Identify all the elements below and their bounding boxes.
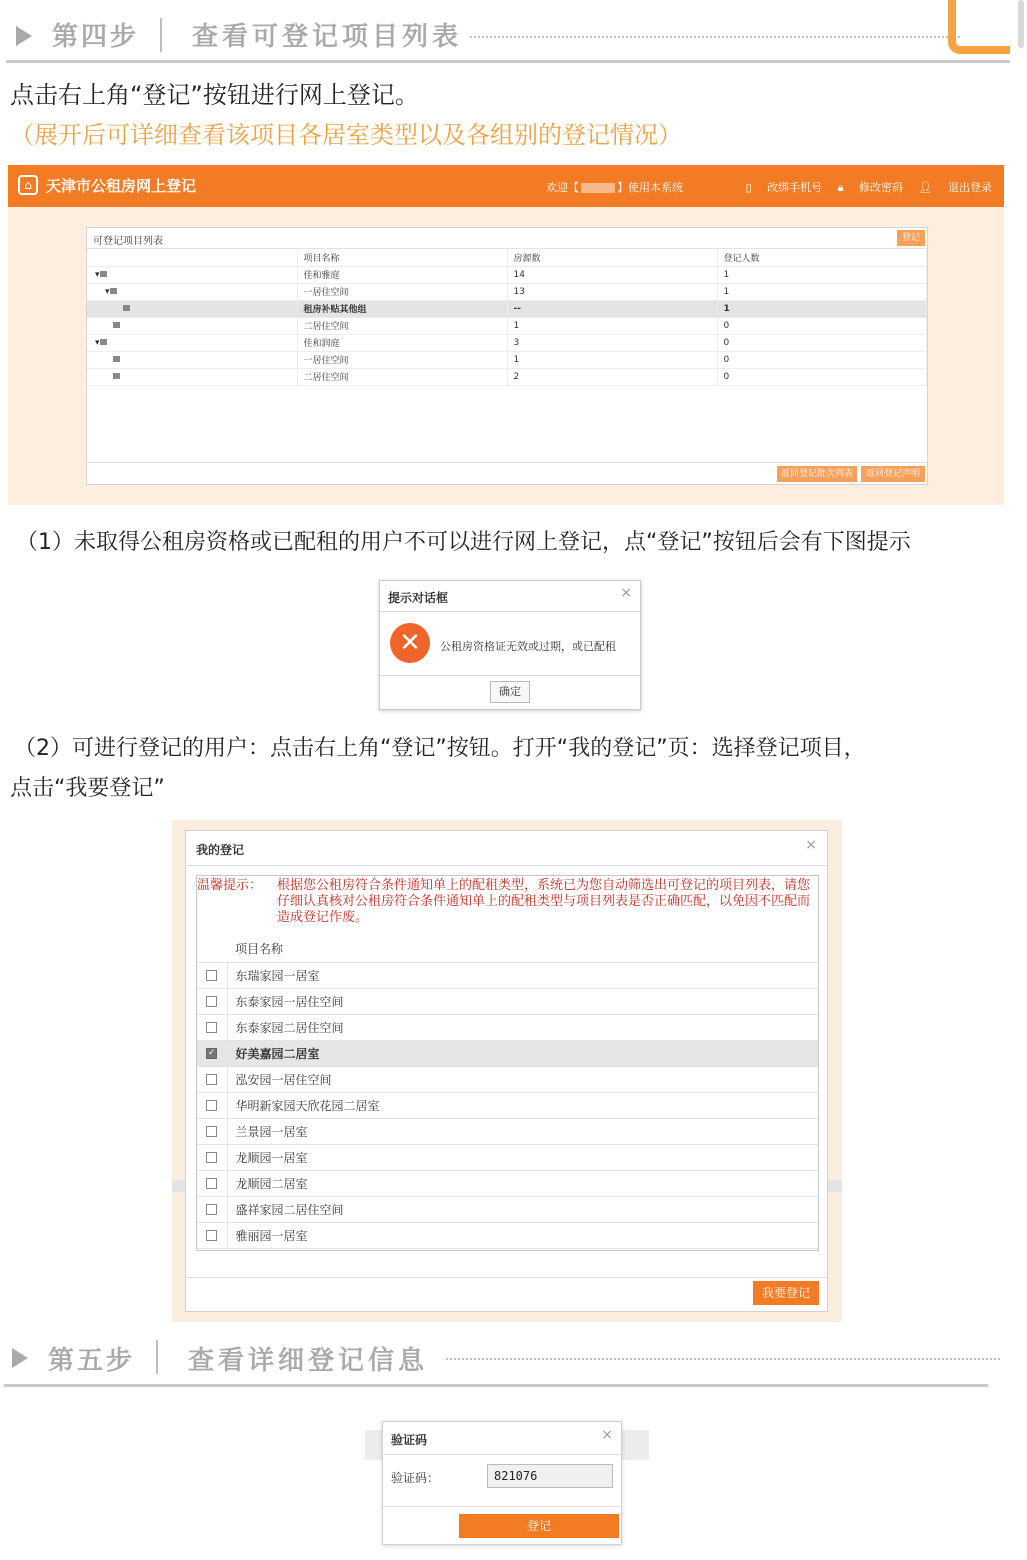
logout-link[interactable]: 👤︎ 退出登录 bbox=[918, 181, 992, 194]
project-name: 兰景园一居室 bbox=[227, 1118, 818, 1144]
dialog-divider bbox=[380, 611, 640, 612]
close-icon[interactable]: × bbox=[601, 1427, 613, 1443]
dialog-divider bbox=[383, 1454, 621, 1455]
captcha-dialog bbox=[382, 1421, 622, 1545]
panel-title: 可登记项目列表 bbox=[93, 236, 163, 247]
back-to-declaration-button[interactable]: 返回登记声明 bbox=[861, 466, 925, 482]
dialog-divider bbox=[186, 865, 827, 866]
table-row[interactable] bbox=[87, 317, 927, 334]
step4-header bbox=[0, 0, 1010, 62]
row-name: 佳和雅庭 bbox=[297, 266, 507, 283]
list-item[interactable] bbox=[197, 1092, 818, 1118]
table-row[interactable] bbox=[87, 300, 927, 317]
checkbox-checked[interactable]: ✓ bbox=[207, 1048, 216, 1058]
top-links bbox=[734, 179, 992, 195]
project-name: 华明新家园天欣花园二居室 bbox=[227, 1092, 818, 1118]
step5-number: 第五步 bbox=[48, 1346, 136, 1376]
project-select-list bbox=[197, 936, 818, 1249]
warm-tip-text: 根据您公租房符合条件通知单上的配租类型，系统已为您自动筛选出可登记的项目列表，请您仔细认真核对公租房符合条件通知单上的配租类型与项目列表是否正确匹配，以免因不匹配而造成登记作废。 bbox=[277, 878, 811, 925]
project-name: 东泰家园二居住空间 bbox=[227, 1014, 818, 1040]
list-item[interactable] bbox=[197, 1040, 818, 1066]
table-row[interactable] bbox=[87, 266, 927, 283]
note1-text: （1）未取得公租房资格或已配租的用户不可以进行网上登记，点“登记”按钮后会有下图提示 bbox=[16, 530, 911, 555]
checkbox[interactable] bbox=[206, 970, 217, 981]
row-houses: 13 bbox=[507, 283, 717, 300]
home-logo-icon: ⌂ bbox=[18, 175, 38, 195]
project-name: 好美嘉园二居室 bbox=[227, 1040, 818, 1066]
row-name: 一居住空间 bbox=[297, 283, 507, 300]
row-registered: 0 bbox=[717, 317, 927, 334]
change-phone-link[interactable]: ▯ 改绑手机号 bbox=[745, 181, 823, 194]
project-name: 龙顺园一居室 bbox=[227, 1144, 818, 1170]
list-item[interactable] bbox=[197, 1118, 818, 1144]
checkbox[interactable] bbox=[206, 1126, 217, 1137]
captcha-label: 验证码： bbox=[391, 1471, 440, 1485]
my-registration-title: 我的登记 bbox=[196, 843, 245, 857]
i-want-to-register-button[interactable]: 我要登记 bbox=[753, 1281, 819, 1305]
list-item[interactable] bbox=[197, 1196, 818, 1222]
checkbox-header bbox=[197, 936, 227, 962]
captcha-register-button[interactable]: 登记 bbox=[459, 1514, 619, 1538]
project-list-panel bbox=[86, 227, 928, 485]
close-icon[interactable]: × bbox=[620, 585, 632, 601]
site-topbar bbox=[8, 165, 1004, 207]
error-dialog-title: 提示对话框 bbox=[388, 591, 449, 605]
change-password-link[interactable]: 🔒︎ 修改密码 bbox=[837, 181, 904, 194]
panel-footer bbox=[87, 462, 927, 484]
row-registered: 1 bbox=[717, 300, 927, 317]
welcome-text: 欢迎【 】使用本系统 bbox=[546, 181, 683, 194]
note2-line2: 点击“我要登记” bbox=[10, 776, 165, 801]
project-list-screenshot bbox=[8, 165, 1004, 505]
captcha-dialog-title: 验证码 bbox=[391, 1433, 428, 1447]
folder-icon bbox=[100, 271, 107, 277]
row-registered: 0 bbox=[717, 368, 927, 385]
row-registered: 0 bbox=[717, 351, 927, 368]
checkbox[interactable] bbox=[206, 1100, 217, 1111]
header-separator bbox=[156, 1340, 158, 1374]
dialog-divider bbox=[380, 675, 640, 676]
corner-decoration bbox=[948, 0, 1010, 54]
table-row[interactable] bbox=[87, 334, 927, 351]
row-name: 佳和润庭 bbox=[297, 334, 507, 351]
column-header-project: 项目名称 bbox=[227, 936, 818, 962]
project-name: 雅丽园一居室 bbox=[227, 1222, 818, 1248]
step4-title: 查看可登记项目列表 bbox=[192, 22, 463, 52]
list-item[interactable] bbox=[197, 1170, 818, 1196]
folder-icon bbox=[100, 339, 107, 345]
tree-toggle[interactable]: ▾ bbox=[87, 334, 297, 351]
file-icon bbox=[113, 322, 120, 328]
row-houses: 3 bbox=[507, 334, 717, 351]
file-icon bbox=[123, 305, 130, 311]
project-select-box bbox=[196, 875, 819, 1251]
checkbox[interactable] bbox=[206, 1022, 217, 1033]
intro-line2: （展开后可详细查看该项目各居室类型以及各组别的登记情况） bbox=[10, 121, 682, 149]
tree-leaf bbox=[87, 317, 297, 334]
list-item[interactable] bbox=[197, 1066, 818, 1092]
row-name: 租房补贴其他组 bbox=[297, 300, 507, 317]
project-grid bbox=[87, 249, 927, 386]
intro-line1: 点击右上角“登记”按钮进行网上登记。 bbox=[10, 81, 419, 109]
table-row[interactable] bbox=[87, 368, 927, 385]
row-name: 二居住空间 bbox=[297, 317, 507, 334]
site-title: 天津市公租房网上登记 bbox=[46, 177, 197, 195]
checkbox[interactable] bbox=[206, 1230, 217, 1241]
row-registered: 1 bbox=[717, 283, 927, 300]
header-separator bbox=[160, 18, 162, 52]
checkbox[interactable] bbox=[206, 1152, 217, 1163]
step5-header bbox=[0, 1326, 1010, 1388]
row-registered: 1 bbox=[717, 266, 927, 283]
checkbox[interactable] bbox=[206, 1204, 217, 1215]
corner-decoration-bar bbox=[1018, 0, 1024, 48]
checkbox[interactable] bbox=[206, 1178, 217, 1189]
row-houses: 2 bbox=[507, 368, 717, 385]
checkbox[interactable] bbox=[206, 996, 217, 1007]
table-row[interactable] bbox=[87, 351, 927, 368]
row-houses: 14 bbox=[507, 266, 717, 283]
column-header-name: 项目名称 bbox=[297, 249, 507, 266]
close-icon[interactable]: × bbox=[805, 837, 817, 853]
folder-icon bbox=[110, 288, 117, 294]
row-houses: 1 bbox=[507, 317, 717, 334]
list-item[interactable] bbox=[197, 988, 818, 1014]
list-item[interactable] bbox=[197, 1222, 818, 1248]
list-item[interactable] bbox=[197, 1144, 818, 1170]
project-name: 东瑞家园一居室 bbox=[227, 962, 818, 988]
error-x-icon: ✕ bbox=[390, 623, 430, 663]
project-name: 东泰家园一居住空间 bbox=[227, 988, 818, 1014]
tree-leaf bbox=[87, 300, 297, 317]
checkbox[interactable] bbox=[206, 1074, 217, 1085]
header-underline bbox=[6, 60, 1010, 63]
dialog-divider bbox=[186, 1277, 827, 1278]
column-header-registered: 登记人数 bbox=[717, 249, 927, 266]
error-message: 公租房资格证无效或过期，或已配租 bbox=[440, 640, 616, 653]
header-dotted-line bbox=[470, 36, 960, 38]
header-dotted-line bbox=[446, 1358, 1000, 1360]
step5-title: 查看详细登记信息 bbox=[188, 1346, 429, 1376]
list-item[interactable] bbox=[197, 1014, 818, 1040]
row-name: 一居住空间 bbox=[297, 351, 507, 368]
file-icon bbox=[113, 356, 120, 362]
error-dialog bbox=[379, 580, 641, 710]
tree-leaf bbox=[87, 351, 297, 368]
play-triangle-icon bbox=[12, 1348, 28, 1368]
project-name: 龙顺园二居室 bbox=[227, 1170, 818, 1196]
grid-header-row bbox=[87, 249, 927, 266]
step4-number: 第四步 bbox=[52, 22, 140, 52]
column-header-houses: 房源数 bbox=[507, 249, 717, 266]
file-icon bbox=[113, 373, 120, 379]
row-registered: 0 bbox=[717, 334, 927, 351]
dialog-divider bbox=[383, 1506, 621, 1507]
tree-toggle[interactable]: ▾ bbox=[87, 283, 297, 300]
register-button[interactable]: 登记 bbox=[897, 230, 925, 246]
tree-column-header bbox=[87, 249, 297, 266]
project-name: 盛祥家园二居住空间 bbox=[227, 1196, 818, 1222]
table-row[interactable] bbox=[87, 283, 927, 300]
tree-toggle[interactable]: ▾ bbox=[87, 266, 297, 283]
header-underline bbox=[4, 1384, 988, 1387]
project-name: 泓安园一居住空间 bbox=[227, 1066, 818, 1092]
row-houses: 1 bbox=[507, 351, 717, 368]
masked-username bbox=[581, 183, 615, 193]
warm-tip-label: 温馨提示： bbox=[197, 878, 263, 893]
row-name: 二居住空间 bbox=[297, 368, 507, 385]
captcha-input[interactable]: 821076 bbox=[487, 1464, 613, 1488]
list-item[interactable] bbox=[197, 962, 818, 988]
tree-leaf bbox=[87, 368, 297, 385]
note2-line1: （2）可进行登记的用户：点击右上角“登记”按钮。打开“我的登记”页：选择登记项目， bbox=[14, 736, 866, 761]
my-registration-dialog bbox=[185, 830, 828, 1312]
row-houses: -- bbox=[507, 300, 717, 317]
back-to-batch-list-button[interactable]: 返回登记批次列表 bbox=[777, 466, 857, 482]
list-header-row bbox=[197, 936, 818, 962]
play-triangle-icon bbox=[16, 26, 32, 46]
confirm-button[interactable]: 确定 bbox=[490, 681, 530, 703]
